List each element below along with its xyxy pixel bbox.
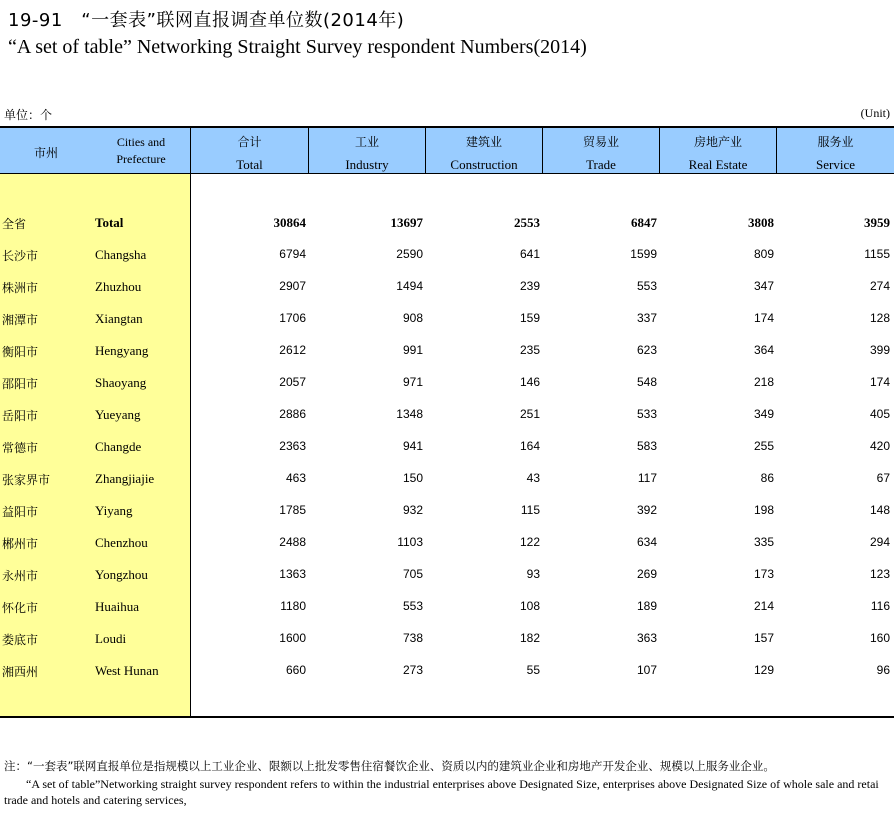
value-total: 660 (285, 663, 306, 677)
city-name-cn: 永州市 (2, 569, 39, 583)
city-name-en: Chenzhou (95, 535, 148, 550)
value-trade: 107 (636, 663, 657, 677)
value-construction: 235 (519, 343, 540, 357)
value-construction: 182 (519, 631, 540, 645)
city-name-en: West Hunan (95, 663, 159, 678)
value-construction: 93 (526, 567, 540, 581)
value-real-estate: 174 (753, 311, 774, 325)
city-name-cn: 全省 (2, 217, 27, 231)
value-trade: 117 (637, 471, 657, 485)
value-industry: 932 (402, 503, 423, 517)
table-row (0, 215, 894, 235)
value-trade: 6847 (631, 215, 657, 230)
value-trade: 634 (636, 535, 657, 549)
table-row (0, 279, 894, 299)
city-name-cn: 怀化市 (2, 601, 39, 615)
value-service: 160 (869, 631, 890, 645)
value-trade: 533 (636, 407, 657, 421)
table-row (0, 599, 894, 619)
value-service: 294 (869, 535, 890, 549)
table-row (0, 407, 894, 427)
value-real-estate: 198 (753, 503, 774, 517)
value-industry: 13697 (390, 215, 423, 230)
value-real-estate: 364 (753, 343, 774, 357)
city-name-cn: 郴州市 (2, 537, 39, 551)
value-industry: 553 (402, 599, 423, 613)
value-total: 2363 (279, 439, 306, 453)
value-real-estate: 218 (753, 375, 774, 389)
value-trade: 553 (636, 279, 657, 293)
city-name-en: Changsha (95, 247, 147, 262)
city-name-en: Hengyang (95, 343, 149, 358)
city-name-en: Zhuzhou (95, 279, 142, 294)
value-service: 420 (869, 439, 890, 453)
table-row (0, 375, 894, 395)
value-industry: 273 (402, 663, 423, 677)
value-total: 1363 (279, 567, 306, 581)
value-industry: 738 (402, 631, 423, 645)
value-real-estate: 809 (753, 247, 774, 261)
header-real-estate: 房地产业 Real Estate (688, 135, 748, 172)
unit-label-cn: 单位：个 (4, 108, 53, 122)
value-real-estate: 214 (753, 599, 774, 613)
value-total: 30864 (273, 215, 306, 230)
value-industry: 908 (402, 311, 423, 325)
value-trade: 1599 (630, 247, 657, 261)
value-construction: 115 (520, 503, 540, 517)
value-construction: 43 (526, 471, 540, 485)
value-construction: 164 (519, 439, 540, 453)
value-construction: 146 (519, 375, 540, 389)
unit-label-en: (Unit) (860, 106, 890, 120)
value-total: 2612 (279, 343, 306, 357)
city-name-cn: 衡阳市 (2, 345, 39, 359)
table-title-en: “A set of table” Networking Straight Survey respondent Numbers(2014) (8, 36, 587, 58)
value-total: 2488 (279, 535, 306, 549)
value-industry: 2590 (396, 247, 423, 261)
city-name-cn: 益阳市 (2, 505, 39, 519)
value-total: 463 (285, 471, 306, 485)
value-service: 405 (869, 407, 890, 421)
city-name-en: Xiangtan (95, 311, 143, 326)
city-name-en: Yongzhou (95, 567, 148, 582)
value-trade: 623 (636, 343, 657, 357)
value-construction: 251 (519, 407, 540, 421)
value-service: 174 (869, 375, 890, 389)
value-industry: 1494 (396, 279, 423, 293)
value-service: 3959 (864, 215, 890, 230)
city-name-en: Total (95, 215, 124, 230)
city-name-cn: 长沙市 (2, 249, 39, 263)
value-industry: 1103 (397, 535, 423, 549)
value-real-estate: 335 (753, 535, 774, 549)
value-service: 123 (869, 567, 890, 581)
value-service: 128 (869, 311, 890, 325)
value-total: 1180 (280, 599, 306, 613)
footnote-en: “A set of table”Networking straight survey respondent refers to within the industrial enterprises above Designated Size, enterprises above Designated Size of whole sale and retai trade and hotels and catering services, (4, 777, 879, 807)
value-industry: 991 (402, 343, 423, 357)
table-row (0, 343, 894, 363)
value-trade: 337 (636, 311, 657, 325)
city-name-cn: 邵阳市 (2, 377, 39, 391)
value-service: 399 (869, 343, 890, 357)
table-row (0, 503, 894, 523)
city-name-cn: 岳阳市 (2, 409, 39, 423)
header-city-en: Cities and Prefecture (116, 135, 166, 166)
value-service: 274 (869, 279, 890, 293)
value-industry: 150 (402, 471, 423, 485)
value-construction: 108 (519, 599, 540, 613)
table-row (0, 439, 894, 459)
value-trade: 269 (636, 567, 657, 581)
value-service: 96 (876, 663, 890, 677)
value-service: 67 (876, 471, 890, 485)
value-real-estate: 255 (753, 439, 774, 453)
value-real-estate: 347 (753, 279, 774, 293)
value-trade: 363 (636, 631, 657, 645)
value-service: 116 (870, 599, 890, 613)
value-total: 2057 (279, 375, 306, 389)
value-total: 6794 (279, 247, 306, 261)
header-trade: 贸易业 Trade (582, 135, 619, 172)
value-trade: 189 (636, 599, 657, 613)
city-name-en: Yueyang (95, 407, 141, 422)
table-row (0, 631, 894, 651)
value-total: 2886 (279, 407, 306, 421)
city-name-en: Yiyang (95, 503, 133, 518)
value-service: 148 (869, 503, 890, 517)
city-name-en: Huaihua (95, 599, 140, 614)
value-real-estate: 129 (753, 663, 774, 677)
value-real-estate: 349 (753, 407, 774, 421)
city-name-en: Zhangjiajie (95, 471, 155, 486)
value-trade: 392 (636, 503, 657, 517)
header-industry: 工业 Industry (345, 135, 389, 172)
city-name-cn: 湘西州 (2, 665, 39, 679)
value-construction: 122 (519, 535, 540, 549)
table-row (0, 247, 894, 267)
city-name-en: Shaoyang (95, 375, 147, 390)
value-construction: 159 (519, 311, 540, 325)
value-service: 1155 (864, 247, 890, 261)
city-name-cn: 湘潭市 (2, 313, 39, 327)
value-trade: 548 (636, 375, 657, 389)
table-row (0, 567, 894, 587)
value-real-estate: 3808 (748, 215, 774, 230)
value-construction: 55 (526, 663, 540, 677)
value-construction: 239 (519, 279, 540, 293)
value-industry: 705 (402, 567, 423, 581)
table-row (0, 311, 894, 331)
header-service: 服务业 Service (816, 135, 855, 172)
table-title-cn: 19-91 “一套表”联网直报调查单位数(2014年) (8, 10, 405, 31)
value-real-estate: 86 (760, 471, 774, 485)
value-real-estate: 157 (753, 631, 774, 645)
footnote-cn: 注：“一套表”联网直报单位是指规模以上工业企业、限额以上批发零售住宿餐饮企业、资质以内的建筑业企业和房地产开发企业、规模以上服务业企业。 (4, 759, 775, 773)
table-row (0, 471, 894, 491)
value-construction: 641 (519, 247, 540, 261)
city-name-en: Loudi (95, 631, 127, 646)
table-row (0, 663, 894, 683)
value-total: 1706 (279, 311, 306, 325)
table-header-rule (0, 173, 894, 174)
value-industry: 941 (402, 439, 423, 453)
city-name-cn: 株洲市 (2, 281, 39, 295)
value-industry: 1348 (396, 407, 423, 421)
city-name-cn: 娄底市 (2, 633, 39, 647)
header-construction: 建筑业 Construction (450, 135, 518, 172)
header-total: 合计 Total (236, 135, 263, 172)
table-bottom-rule (0, 716, 894, 718)
value-trade: 583 (636, 439, 657, 453)
value-total: 2907 (279, 279, 306, 293)
value-industry: 971 (402, 375, 423, 389)
value-total: 1600 (279, 631, 306, 645)
value-total: 1785 (279, 503, 306, 517)
city-name-cn: 张家界市 (2, 473, 51, 487)
header-city-cn: 市州 (33, 146, 58, 160)
value-construction: 2553 (514, 215, 540, 230)
value-real-estate: 173 (753, 567, 774, 581)
city-name-en: Changde (95, 439, 142, 454)
city-name-cn: 常德市 (2, 441, 39, 455)
table-row (0, 535, 894, 555)
